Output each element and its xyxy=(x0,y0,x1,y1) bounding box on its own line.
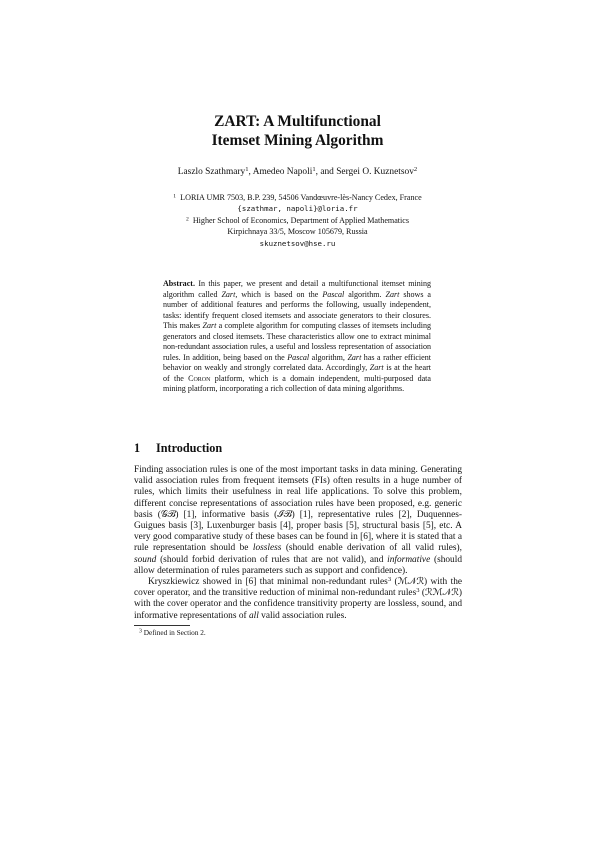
paragraph xyxy=(134,577,462,622)
math-symbol: 𝒢ℬ xyxy=(160,509,176,520)
emphasis: sound xyxy=(134,554,157,565)
math-symbol: ℳ𝒩ℛ xyxy=(397,577,425,588)
abstract xyxy=(163,279,431,395)
paragraph-text: ) with the cover operator and the confidence transitivity property are lossless, sound, and informative representations of xyxy=(134,588,463,621)
paragraph-text: (should forbid derivation of rules that are not valid), and xyxy=(156,554,388,565)
title-line-2: Itemset Mining Algorithm xyxy=(211,132,384,149)
abstract-text: algorithm, xyxy=(309,352,348,362)
author-separator: , and xyxy=(315,167,337,177)
footnote-number: 3 xyxy=(139,628,142,635)
footnote-marker: 3 xyxy=(387,576,392,584)
paragraph-text: Kryszkiewicz showed in [6] that minimal non-redundant rules xyxy=(148,577,388,588)
section-number: 1 xyxy=(134,441,141,455)
paragraph-text: Finding association rules is one of the most important tasks in data mining. Generating valid association rules from frequent itemsets (FIs) often results in a huge number of rules, which limits their usefulness in real life applications. To solve this problem, different concise representations of association rules have been proposed, e.g. generic basis ( xyxy=(134,465,462,520)
paragraph-text: ) with the cover operator, and the transitive reduction of minimal non-redundant rules xyxy=(134,577,463,599)
affiliations xyxy=(0,192,595,249)
algorithm-name: Pascal xyxy=(322,289,345,299)
abstract-label: Abstract. xyxy=(163,279,195,288)
abstract-text: , which is based on the xyxy=(235,289,323,299)
algorithm-name: Zart xyxy=(347,352,362,362)
author-name: Sergei O. Kuznetsov xyxy=(336,167,414,177)
paragraph-text: valid association rules. xyxy=(258,610,347,621)
title-line-1: ZART: A Multifunctional xyxy=(214,113,381,130)
author-separator: , xyxy=(248,167,253,177)
footnote-text: Defined in Section 2. xyxy=(143,628,206,637)
abstract-text: algorithm. xyxy=(344,289,386,299)
section-title: Introduction xyxy=(156,441,223,455)
footnote xyxy=(134,628,462,637)
emphasis: lossless xyxy=(252,543,282,554)
abstract-text: has a rather efficient behavior on weakly and strongly correlated data. Accordingly, xyxy=(163,352,431,373)
paragraph-text: (should allow determination of rules parameters such as support and confidence). xyxy=(134,554,462,576)
section-heading xyxy=(134,441,464,455)
math-symbol: ℛℳ𝒩ℛ xyxy=(425,588,459,599)
paragraph-text: ) [1], informative basis ( xyxy=(175,509,278,520)
paragraph-text: ) [1], representative rules [2], Duquennes-Guigues basis [3], Luxenburger basis [4], proper basis [5], structural basis [5], etc. A very good comparative study of these bases can be found in [6], where it is stated that a rule representation should be xyxy=(134,509,462,554)
author-name: Laszlo Szathmary xyxy=(177,167,246,177)
affiliation-address: LORIA UMR 7503, B.P. 239, 54506 Vandœuvre-lès-Nancy Cedex, France xyxy=(180,193,422,202)
affiliation-2 xyxy=(0,215,595,226)
algorithm-name: Pascal xyxy=(287,352,310,362)
paragraph-text: (should enable derivation of all valid rules), xyxy=(281,543,462,554)
paper-title xyxy=(0,112,595,150)
author-list xyxy=(0,166,595,178)
affiliation-address: Kirpichnaya 33/5, Moscow 105679, Russia xyxy=(227,227,368,237)
footnote-marker: 3 xyxy=(416,587,420,595)
author-affiliation-mark: 2 xyxy=(413,166,418,174)
algorithm-name: Zart xyxy=(221,289,236,299)
author-affiliation-mark: 1 xyxy=(245,166,249,174)
algorithm-name: Zart xyxy=(369,363,384,373)
author-affiliation-mark: 1 xyxy=(312,166,316,174)
affiliation-1 xyxy=(0,192,595,203)
footnote-rule xyxy=(134,625,190,626)
affiliation-mark: 1 xyxy=(173,193,177,200)
platform-name: Coron xyxy=(188,373,211,383)
abstract-text: is at the heart of the xyxy=(163,363,431,383)
algorithm-name: Zart xyxy=(385,289,400,299)
emphasis: all xyxy=(248,610,259,621)
abstract-text: platform, which is a domain independent, multi-purposed data mining platform, incorporating a rich collection of data mining algorithms. xyxy=(163,373,431,394)
affiliation-email: {szathmar, napoli}@loria.fr xyxy=(237,204,358,214)
paragraph-text: ( xyxy=(391,577,398,588)
affiliation-mark: 2 xyxy=(185,216,189,223)
body-text xyxy=(134,465,462,622)
affiliation-email: skuznetsov@hse.ru xyxy=(259,238,336,248)
affiliation-department: Higher School of Economics, Department of Applied Mathematics xyxy=(192,215,410,225)
emphasis: informative xyxy=(387,554,431,565)
abstract-text: a complete algorithm for computing classes of itemsets including generators and closed itemsets. These characteristics allow one to extract minimal non-redundant association rules, a useful and lossless representation of association rules. In addition, being based on the xyxy=(163,321,432,362)
paragraph-text: ( xyxy=(419,588,426,599)
abstract-text: shows a number of additional features and performs the following, usually independent, tasks: identify frequent closed itemsets and associate generators to their closures. This makes xyxy=(163,289,431,331)
paragraph xyxy=(134,465,462,577)
abstract-text: In this paper, we present and detail a multifunctional itemset mining algorithm called xyxy=(163,279,431,299)
algorithm-name: Zart xyxy=(202,321,217,331)
author-name: Amedeo Napoli xyxy=(252,167,313,177)
math-symbol: ℐℬ xyxy=(277,509,292,520)
